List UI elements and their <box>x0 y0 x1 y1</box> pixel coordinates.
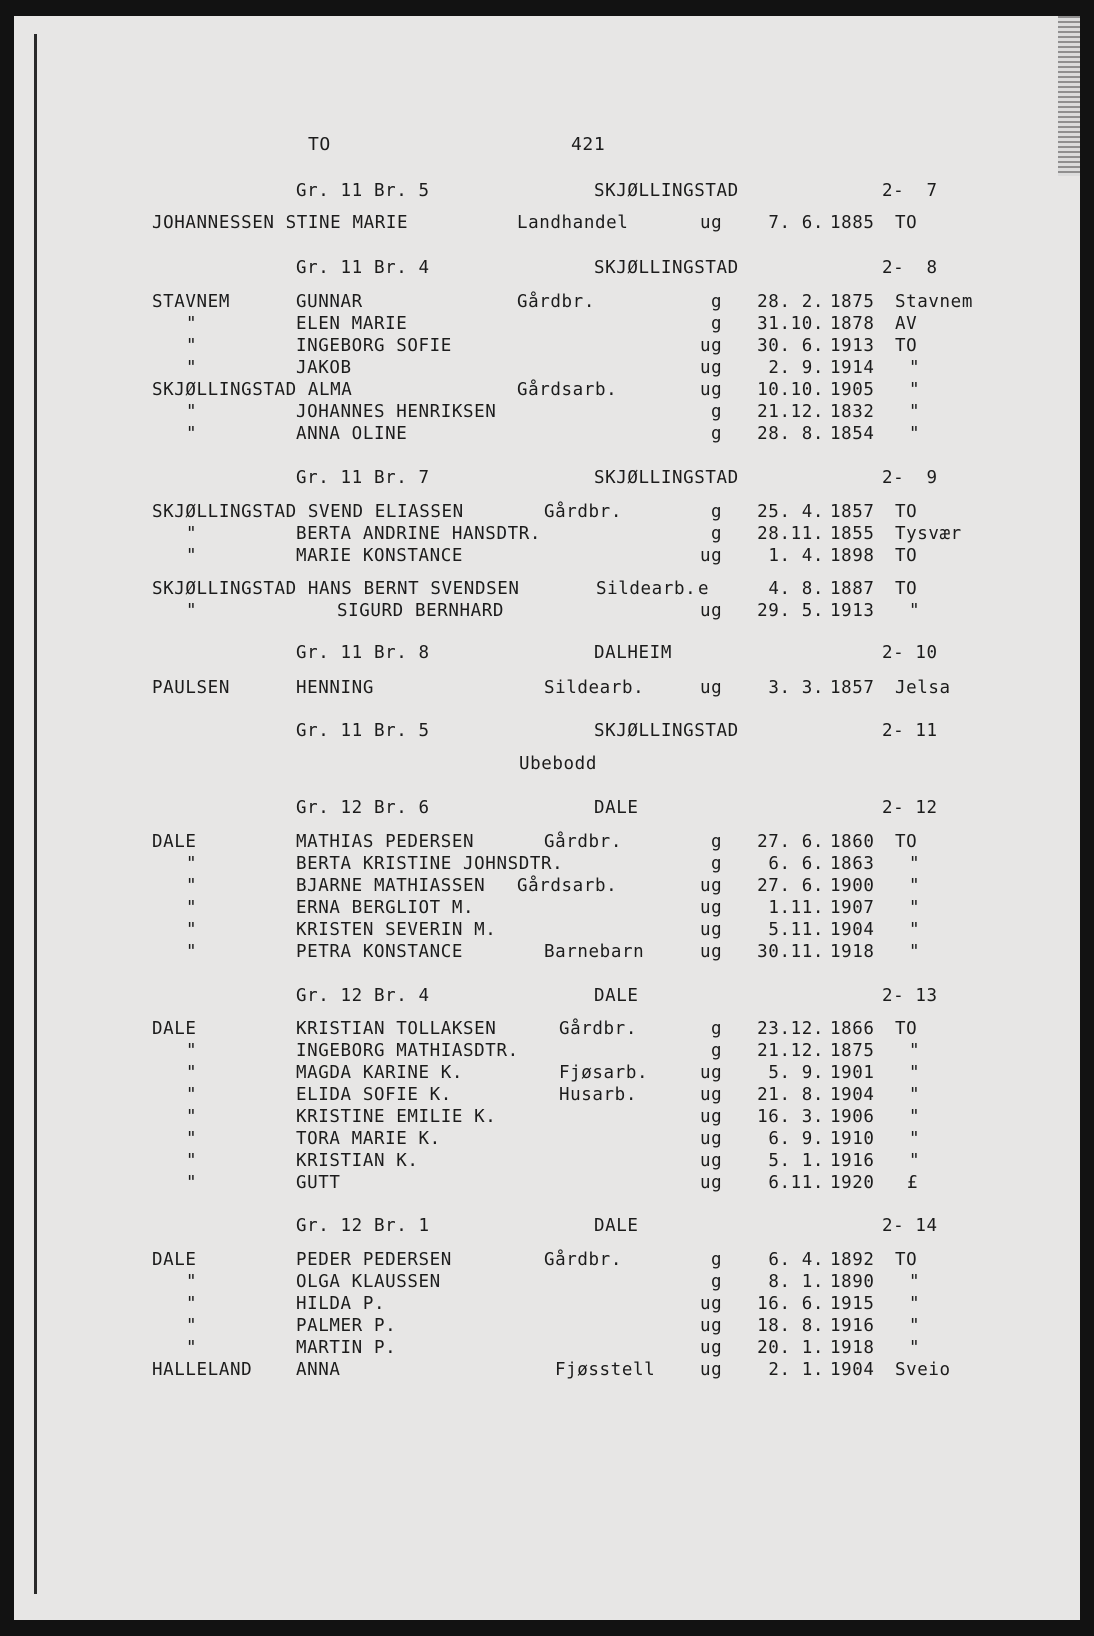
birthplace: TO <box>895 832 918 852</box>
marital-status: ug <box>700 898 723 918</box>
birth-date: 2. 9. <box>768 358 824 378</box>
person-given-name: MARIE KONSTANCE <box>296 546 464 566</box>
birth-year: 1890 <box>830 1272 875 1292</box>
marital-status: ug <box>700 546 723 566</box>
group-place: DALE <box>594 1216 639 1236</box>
birthplace: TO <box>895 1250 918 1270</box>
group-note: Ubebodd <box>519 754 597 774</box>
group-ref: Gr. 12 Br. 4 <box>296 986 430 1006</box>
birthplace: TO <box>895 502 918 522</box>
person-given-name: PALMER P. <box>296 1316 397 1336</box>
person-surname: " <box>186 876 198 896</box>
birthplace: " <box>909 402 921 422</box>
birth-year: 1913 <box>830 336 875 356</box>
birthplace: " <box>909 358 921 378</box>
person-surname: " <box>186 942 198 962</box>
group-number: 2- 8 <box>882 258 938 278</box>
person-surname: " <box>186 1063 198 1083</box>
birth-year: 1900 <box>830 876 875 896</box>
person-surname: PAULSEN <box>152 678 230 698</box>
birth-date: 21.12. <box>757 402 824 422</box>
person-occupation: Sildearb. <box>596 579 697 599</box>
birth-date: 5.11. <box>768 920 824 940</box>
marital-status: ug <box>700 336 723 356</box>
person-given-name: MATHIAS PEDERSEN <box>296 832 475 852</box>
marital-status: g <box>711 1019 723 1039</box>
person-surname: " <box>186 898 198 918</box>
person-given-name: MARTIN P. <box>296 1338 397 1358</box>
marital-status: ug <box>700 358 723 378</box>
person-given-name: BERTA KRISTINE JOHNSDTR. <box>296 854 564 874</box>
marital-status: ug <box>700 1360 723 1380</box>
marital-status: ug <box>700 1107 723 1127</box>
group-place: SKJØLLINGSTAD <box>594 181 739 201</box>
person-surname: HALLELAND <box>152 1360 253 1380</box>
birth-year: 1878 <box>830 314 875 334</box>
group-number: 2- 11 <box>882 721 938 741</box>
person-given-name: ERNA BERGLIOT M. <box>296 898 475 918</box>
person-occupation: Gårdbr. <box>517 292 595 312</box>
birth-date: 8. 1. <box>768 1272 824 1292</box>
birthplace: " <box>909 424 921 444</box>
marital-status: ug <box>700 942 723 962</box>
birth-date: 16. 3. <box>757 1107 824 1127</box>
person-given-name: KRISTIAN TOLLAKSEN <box>296 1019 497 1039</box>
birth-year: 1854 <box>830 424 875 444</box>
group-place: SKJØLLINGSTAD <box>594 721 739 741</box>
person-given-name: KRISTINE EMILIE K. <box>296 1107 497 1127</box>
birthplace: " <box>909 898 921 918</box>
person-surname: " <box>186 1041 198 1061</box>
birth-date: 18. 8. <box>757 1316 824 1336</box>
group-place: DALHEIM <box>594 643 672 663</box>
birthplace: " <box>909 1107 921 1127</box>
person-surname: " <box>186 402 198 422</box>
group-ref: Gr. 11 Br. 8 <box>296 643 430 663</box>
person-surname: " <box>186 920 198 940</box>
person-surname: " <box>186 424 198 444</box>
birth-year: 1866 <box>830 1019 875 1039</box>
birth-date: 30.11. <box>757 942 824 962</box>
person-surname: " <box>186 1316 198 1336</box>
person-occupation: Gårdbr. <box>559 1019 637 1039</box>
group-number: 2- 10 <box>882 643 938 663</box>
person-occupation: Landhandel <box>517 213 629 233</box>
marital-status: ug <box>700 678 723 698</box>
birth-year: 1907 <box>830 898 875 918</box>
group-ref: Gr. 12 Br. 6 <box>296 798 430 818</box>
group-ref: Gr. 12 Br. 1 <box>296 1216 430 1236</box>
person-occupation: Gårdsarb. <box>517 380 618 400</box>
person-given-name: JOHANNES HENRIKSEN <box>296 402 497 422</box>
birth-date: 30. 6. <box>757 336 824 356</box>
birthplace: Jelsa <box>895 678 951 698</box>
marital-status: ug <box>700 601 723 621</box>
person-given-name: ANNA OLINE <box>296 424 408 444</box>
birth-year: 1892 <box>830 1250 875 1270</box>
person-occupation: Sildearb. <box>544 678 645 698</box>
marital-status: g <box>711 314 723 334</box>
person-surname: " <box>186 1085 198 1105</box>
group-number: 2- 9 <box>882 468 938 488</box>
scan-edge-stripe <box>1058 16 1080 176</box>
birth-year: 1885 <box>830 213 875 233</box>
group-place: SKJØLLINGSTAD <box>594 258 739 278</box>
birth-year: 1875 <box>830 292 875 312</box>
birth-year: 1898 <box>830 546 875 566</box>
group-ref: Gr. 11 Br. 5 <box>296 721 430 741</box>
marital-status: g <box>711 292 723 312</box>
birthplace: " <box>909 1294 921 1314</box>
marital-status: ug <box>700 876 723 896</box>
group-place: SKJØLLINGSTAD <box>594 468 739 488</box>
marital-status: g <box>711 832 723 852</box>
person-given-name: GUTT <box>296 1173 341 1193</box>
person-given-name: MAGDA KARINE K. <box>296 1063 464 1083</box>
birth-date: 1. 4. <box>768 546 824 566</box>
birth-date: 28. 8. <box>757 424 824 444</box>
person-occupation: Gårdsarb. <box>517 876 618 896</box>
marital-status: ug <box>700 1338 723 1358</box>
person-surname: SKJØLLINGSTAD ALMA <box>152 380 353 400</box>
birth-year: 1910 <box>830 1129 875 1149</box>
birthplace: " <box>909 1129 921 1149</box>
birth-year: 1918 <box>830 1338 875 1358</box>
birth-date: 27. 6. <box>757 832 824 852</box>
marital-status: ug <box>700 1063 723 1083</box>
birthplace: TO <box>895 1019 918 1039</box>
birth-date: 2. 1. <box>768 1360 824 1380</box>
person-surname: " <box>186 314 198 334</box>
birth-date: 1.11. <box>768 898 824 918</box>
person-occupation: Fjøsarb. <box>559 1063 649 1083</box>
birthplace: " <box>909 876 921 896</box>
birth-year: 1904 <box>830 1085 875 1105</box>
group-number: 2- 7 <box>882 181 938 201</box>
birth-date: 29. 5. <box>757 601 824 621</box>
marital-status: g <box>711 1041 723 1061</box>
birth-year: 1914 <box>830 358 875 378</box>
person-given-name: INGEBORG MATHIASDTR. <box>296 1041 519 1061</box>
birthplace: " <box>909 601 921 621</box>
birthplace: " <box>909 854 921 874</box>
marital-status: ug <box>700 1085 723 1105</box>
marital-status: g <box>711 402 723 422</box>
person-surname: DALE <box>152 1019 197 1039</box>
group-ref: Gr. 11 Br. 4 <box>296 258 430 278</box>
person-given-name: HILDA P. <box>296 1294 386 1314</box>
person-surname: DALE <box>152 832 197 852</box>
person-given-name: PEDER PEDERSEN <box>296 1250 452 1270</box>
birthplace: Stavnem <box>895 292 973 312</box>
group-number: 2- 13 <box>882 986 938 1006</box>
marital-status: g <box>711 854 723 874</box>
document-page <box>14 16 1080 1620</box>
person-given-name: OLGA KLAUSSEN <box>296 1272 441 1292</box>
person-surname: " <box>186 546 198 566</box>
marital-status: ug <box>700 1294 723 1314</box>
marital-status: ug <box>700 1129 723 1149</box>
person-given-name: ANNA <box>296 1360 341 1380</box>
birth-date: 6. 6. <box>768 854 824 874</box>
birth-year: 1901 <box>830 1063 875 1083</box>
birth-date: 27. 6. <box>757 876 824 896</box>
person-given-name: KRISTEN SEVERIN M. <box>296 920 497 940</box>
person-given-name: TORA MARIE K. <box>296 1129 441 1149</box>
marital-status: g <box>711 1272 723 1292</box>
birth-date: 21. 8. <box>757 1085 824 1105</box>
person-surname: " <box>186 854 198 874</box>
birthplace: " <box>909 1085 921 1105</box>
birth-date: 6. 9. <box>768 1129 824 1149</box>
birthplace: £ <box>907 1173 919 1193</box>
birthplace: " <box>909 1338 921 1358</box>
birth-date: 5. 1. <box>768 1151 824 1171</box>
person-given-name: BERTA ANDRINE HANSDTR. <box>296 524 541 544</box>
birth-date: 23.12. <box>757 1019 824 1039</box>
birth-date: 21.12. <box>757 1041 824 1061</box>
birthplace: " <box>909 920 921 940</box>
person-surname: DALE <box>152 1250 197 1270</box>
birth-year: 1918 <box>830 942 875 962</box>
birth-date: 16. 6. <box>757 1294 824 1314</box>
person-occupation: Gårdbr. <box>544 832 622 852</box>
birthplace: " <box>909 1316 921 1336</box>
person-occupation: Gårdbr. <box>544 502 622 522</box>
birth-date: 5. 9. <box>768 1063 824 1083</box>
birth-year: 1857 <box>830 502 875 522</box>
marital-status: g <box>711 524 723 544</box>
birthplace: " <box>909 380 921 400</box>
person-given-name: KRISTIAN K. <box>296 1151 419 1171</box>
person-given-name: SIGURD BERNHARD <box>337 601 505 621</box>
birth-date: 20. 1. <box>757 1338 824 1358</box>
birth-date: 4. 8. <box>768 579 824 599</box>
birth-date: 25. 4. <box>757 502 824 522</box>
group-ref: Gr. 11 Br. 5 <box>296 181 430 201</box>
person-surname: STAVNEM <box>152 292 230 312</box>
birth-date: 3. 3. <box>768 678 824 698</box>
birthplace: " <box>909 1151 921 1171</box>
birth-year: 1913 <box>830 601 875 621</box>
group-number: 2- 14 <box>882 1216 938 1236</box>
birth-year: 1920 <box>830 1173 875 1193</box>
birth-year: 1855 <box>830 524 875 544</box>
birth-year: 1860 <box>830 832 875 852</box>
birthplace: AV <box>895 314 918 334</box>
person-surname: " <box>186 1129 198 1149</box>
birth-year: 1905 <box>830 380 875 400</box>
group-place: DALE <box>594 798 639 818</box>
marital-status: g <box>711 424 723 444</box>
birth-year: 1887 <box>830 579 875 599</box>
person-given-name: PETRA KONSTANCE <box>296 942 464 962</box>
person-surname: " <box>186 1173 198 1193</box>
person-given-name: ELEN MARIE <box>296 314 408 334</box>
marital-status: ug <box>700 1151 723 1171</box>
marital-status: ug <box>700 1173 723 1193</box>
page-code: TO <box>308 134 331 155</box>
person-surname: " <box>186 1338 198 1358</box>
marital-status: g <box>711 502 723 522</box>
person-occupation: Fjøsstell <box>555 1360 656 1380</box>
birth-year: 1904 <box>830 920 875 940</box>
marital-status: g <box>711 1250 723 1270</box>
marital-status: ug <box>700 920 723 940</box>
person-surname: " <box>186 1151 198 1171</box>
person-occupation: Gårdbr. <box>544 1250 622 1270</box>
marital-status: ug <box>700 213 723 233</box>
group-number: 2- 12 <box>882 798 938 818</box>
person-given-name: GUNNAR <box>296 292 363 312</box>
person-surname: " <box>186 1294 198 1314</box>
birth-date: 6. 4. <box>768 1250 824 1270</box>
person-surname: " <box>186 358 198 378</box>
marital-status: e <box>698 579 710 599</box>
binding-margin-line <box>34 34 37 1594</box>
birthplace: " <box>909 1041 921 1061</box>
birthplace: " <box>909 942 921 962</box>
person-surname: " <box>186 336 198 356</box>
person-given-name: HENNING <box>296 678 374 698</box>
birthplace: Tysvær <box>895 524 962 544</box>
birth-date: 7. 6. <box>768 213 824 233</box>
person-surname: SKJØLLINGSTAD SVEND ELIASSEN <box>152 502 464 522</box>
birth-year: 1904 <box>830 1360 875 1380</box>
person-surname: JOHANNESSEN STINE MARIE <box>152 213 409 233</box>
person-given-name: ELIDA SOFIE K. <box>296 1085 452 1105</box>
birthplace: TO <box>895 579 918 599</box>
person-surname: " <box>186 1107 198 1127</box>
person-given-name: INGEBORG SOFIE <box>296 336 452 356</box>
marital-status: ug <box>700 380 723 400</box>
birthplace: " <box>909 1272 921 1292</box>
birthplace: Sveio <box>895 1360 951 1380</box>
birth-year: 1915 <box>830 1294 875 1314</box>
person-surname: SKJØLLINGSTAD HANS BERNT SVENDSEN <box>152 579 520 599</box>
birthplace: TO <box>895 213 918 233</box>
group-place: DALE <box>594 986 639 1006</box>
birth-year: 1906 <box>830 1107 875 1127</box>
person-surname: " <box>186 1272 198 1292</box>
birthplace: TO <box>895 336 918 356</box>
person-surname: " <box>186 524 198 544</box>
birth-year: 1916 <box>830 1151 875 1171</box>
group-ref: Gr. 11 Br. 7 <box>296 468 430 488</box>
birth-date: 31.10. <box>757 314 824 334</box>
birth-year: 1863 <box>830 854 875 874</box>
person-given-name: BJARNE MATHIASSEN <box>296 876 486 896</box>
birth-year: 1916 <box>830 1316 875 1336</box>
birth-year: 1857 <box>830 678 875 698</box>
person-given-name: JAKOB <box>296 358 352 378</box>
person-surname: " <box>186 601 198 621</box>
birth-date: 6.11. <box>768 1173 824 1193</box>
birth-date: 28. 2. <box>757 292 824 312</box>
page-number: 421 <box>571 134 606 155</box>
birth-date: 10.10. <box>757 380 824 400</box>
birth-year: 1875 <box>830 1041 875 1061</box>
marital-status: ug <box>700 1316 723 1336</box>
person-occupation: Husarb. <box>559 1085 637 1105</box>
person-occupation: Barnebarn <box>544 942 645 962</box>
birth-date: 28.11. <box>757 524 824 544</box>
birthplace: TO <box>895 546 918 566</box>
birth-year: 1832 <box>830 402 875 422</box>
birthplace: " <box>909 1063 921 1083</box>
